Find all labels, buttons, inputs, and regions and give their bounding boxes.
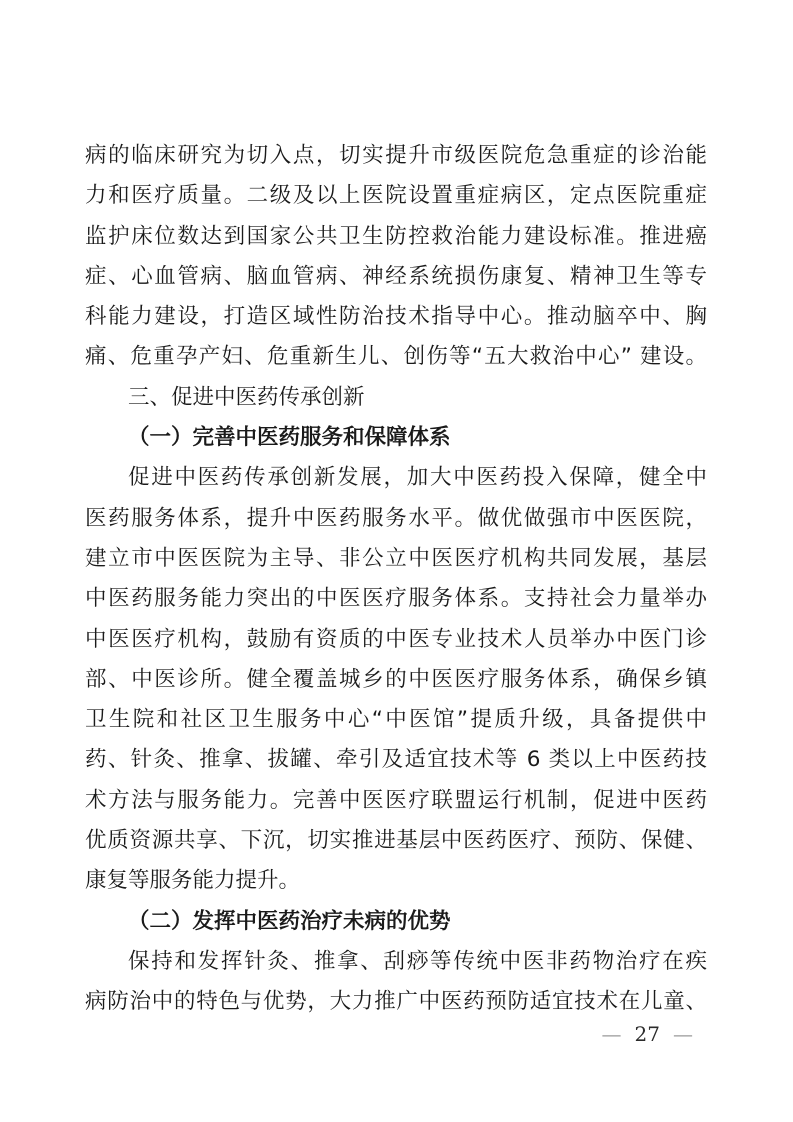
text-line: 中医药服务能力突出的中医医疗服务体系。支持社会力量举办 [85, 586, 707, 612]
text-line: 科能力建设，打造区域性防治技术指导中心。推动脑卒中、胸 [85, 304, 707, 330]
text-line: 病的临床研究为切入点，切实提升市级医院危急重症的诊治能 [85, 143, 707, 168]
text-line: 部、中医诊所。健全覆盖城乡的中医医疗服务体系，确保乡镇 [85, 666, 707, 692]
text-line: 优质资源共享、下沉，切实推进基层中医药医疗、预防、保健、 [85, 828, 707, 854]
text-line: 卫生院和社区卫生服务中心“中医馆”提质升级，具备提供中 [85, 707, 707, 733]
text-line: 术方法与服务能力。完善中医医疗联盟运行机制，促进中医药 [85, 787, 707, 813]
text-line: 三、促进中医药传承创新 [128, 384, 365, 410]
text-line: 建立市中医医院为主导、非公立中医医疗机构共同发展，基层 [85, 545, 707, 571]
footer-right-dash: — [673, 1022, 693, 1046]
footer-left-dash: — [601, 1022, 622, 1046]
text-line: 药、针灸、推拿、拔罐、牵引及适宜技术等 6 类以上中医药技 [85, 747, 707, 773]
text-line: （二）发挥中医药治疗未病的优势 [128, 908, 451, 934]
page-footer [602, 1020, 693, 1048]
text-line: 保持和发挥针灸、推拿、刮痧等传统中医非药物治疗在疾 [128, 948, 707, 974]
text-block [85, 136, 707, 1023]
text-line: 症、心血管病、脑血管病、神经系统损伤康复、精神卫生等专 [85, 263, 707, 289]
text-line: 中医医疗机构，鼓励有资质的中医专业技术人员举办中医门诊 [85, 626, 707, 652]
text-line: 促进中医药传承创新发展，加大中医药投入保障，健全中 [128, 465, 707, 491]
page-number: 27 [634, 1022, 660, 1046]
text-line: 力和医疗质量。二级及以上医院设置重症病区，定点医院重症 [85, 183, 707, 209]
text-line: 医药服务体系，提升中医药服务水平。做优做强市中医医院， [85, 505, 707, 531]
text-line: 监护床位数达到国家公共卫生防控救治能力建设标准。推进癌 [85, 223, 707, 249]
text-line: （一）完善中医药服务和保障体系 [128, 425, 451, 451]
text-line: 康复等服务能力提升。 [85, 868, 301, 894]
text-line: 痛、危重孕产妇、危重新生儿、创伤等“五大救治中心” 建设。 [85, 344, 707, 370]
text-line: 病防治中的特色与优势，大力推广中医药预防适宜技术在儿童、 [85, 989, 707, 1015]
